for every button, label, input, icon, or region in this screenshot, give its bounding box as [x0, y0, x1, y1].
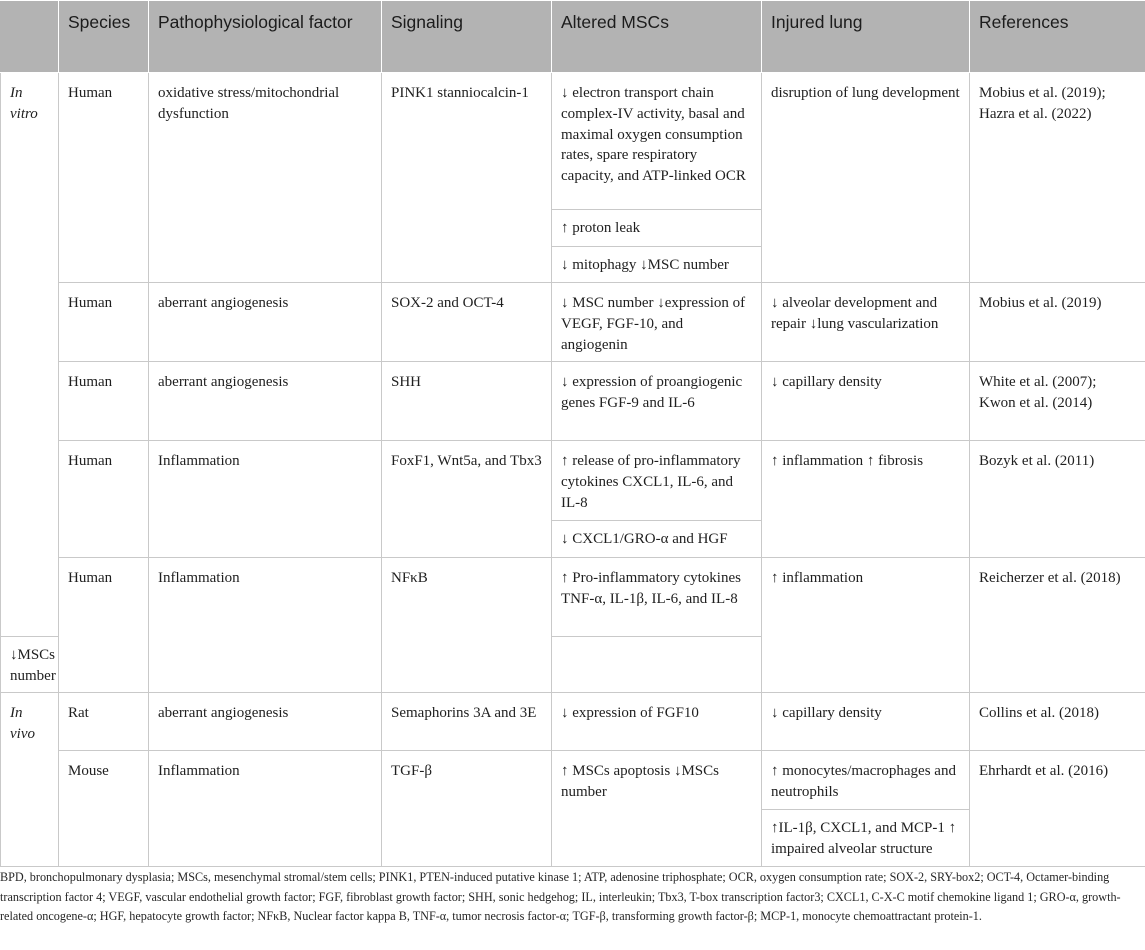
altered-msc-cell: ↑ Pro-inflammatory cytokines TNF-α, IL-1β, IL-6, and IL-8	[552, 557, 762, 636]
references-cell: Reicherzer et al. (2018)	[970, 557, 1145, 693]
species-cell: Human	[59, 283, 149, 362]
factor-cell: Inflammation	[149, 441, 382, 557]
table-row	[1, 362, 1145, 441]
altered-msc-cell: ↓ expression of proangiogenic genes FGF-9 and IL-6	[552, 362, 762, 441]
references-cell: White et al. (2007); Kwon et al. (2014)	[970, 362, 1145, 441]
species-cell: Human	[59, 557, 149, 693]
header-context	[1, 1, 59, 73]
table-footnote: BPD, bronchopulmonary dysplasia; MSCs, mesenchymal stromal/stem cells; PINK1, PTEN-induced putative kinase 1; ATP, adenosine triphosphate; OCR, oxygen consumption rate; SOX-2, SRY-box2; OCT-4, Octamer-binding transcription factor 4; VEGF, vascular endothelial growth factor; FGF, fibroblast growth factor; SHH, sonic hedgehog; IL, interleukin; Tbx3, T-box transcription factor3; CXCL1, C-X-C motif chemokine ligand 1; GRO-α, growth-related oncogene-α; HGF, hepatocyte growth factor; NFκB, Nuclear factor kappa B, TNF-α, tumor necrosis factor-α; TGF-β, transforming growth factor-β; MCP-1, monocyte chemoattractant protein-1.	[0, 870, 1121, 923]
factor-cell: oxidative stress/mitochondrial dysfunction	[149, 73, 382, 283]
header-signaling: Signaling	[382, 1, 552, 73]
signaling-cell: PINK1 stanniocalcin-1	[382, 73, 552, 283]
context-in-vitro: In vitro	[1, 73, 59, 637]
references-cell: Ehrhardt et al. (2016)	[970, 751, 1145, 867]
factor-cell: aberrant angiogenesis	[149, 283, 382, 362]
references-cell: Collins et al. (2018)	[970, 693, 1145, 751]
injured-lung-cell: ↑ inflammation ↑ fibrosis	[762, 441, 970, 557]
altered-msc-cell: ↑ proton leak	[552, 210, 762, 247]
species-cell: Mouse	[59, 751, 149, 867]
header-references: References	[970, 1, 1145, 73]
altered-msc-cell: ↓MSCs number	[1, 636, 59, 693]
species-cell: Rat	[59, 693, 149, 751]
table-row	[1, 441, 1145, 520]
signaling-cell: SHH	[382, 362, 552, 441]
injured-lung-cell: ↑ inflammation	[762, 557, 970, 693]
context-in-vivo: In vivo	[1, 693, 59, 867]
factor-cell: Inflammation	[149, 751, 382, 867]
factor-cell: Inflammation	[149, 557, 382, 693]
table-row	[1, 693, 1145, 751]
altered-msc-cell: ↓ mitophagy ↓MSC number	[552, 247, 762, 283]
injured-lung-cell: ↑IL-1β, CXCL1, and MCP-1 ↑ impaired alveolar structure	[762, 810, 970, 867]
signaling-cell: FoxF1, Wnt5a, and Tbx3	[382, 441, 552, 557]
injured-lung-cell: ↓ alveolar development and repair ↓lung vascularization	[762, 283, 970, 362]
references-cell: Bozyk et al. (2011)	[970, 441, 1145, 557]
altered-msc-cell: ↓ electron transport chain complex-IV activity, basal and maximal oxygen consumption rates, spare respiratory capacity, and ATP-linked OCR	[552, 73, 762, 210]
references-cell: Mobius et al. (2019)	[970, 283, 1145, 362]
table-row	[1, 283, 1145, 362]
table-row	[1, 557, 1145, 636]
species-cell: Human	[59, 73, 149, 283]
signaling-cell: NFκB	[382, 557, 552, 693]
table-row	[1, 751, 1145, 810]
altered-msc-cell: ↑ MSCs apoptosis ↓MSCs number	[552, 751, 762, 867]
injured-lung-cell: ↓ capillary density	[762, 362, 970, 441]
header-altered-mscs: Altered MSCs	[552, 1, 762, 73]
signaling-cell: TGF-β	[382, 751, 552, 867]
factor-cell: aberrant angiogenesis	[149, 693, 382, 751]
species-cell: Human	[59, 362, 149, 441]
injured-lung-cell: ↑ monocytes/macrophages and neutrophils	[762, 751, 970, 810]
signaling-cell: SOX-2 and OCT-4	[382, 283, 552, 362]
factor-cell: aberrant angiogenesis	[149, 362, 382, 441]
species-cell: Human	[59, 441, 149, 557]
altered-msc-cell: ↓ CXCL1/GRO-α and HGF	[552, 520, 762, 557]
altered-msc-cell: ↑ release of pro-inflammatory cytokines CXCL1, IL-6, and IL-8	[552, 441, 762, 520]
table-row	[1, 73, 1145, 210]
signaling-cell: Semaphorins 3A and 3E	[382, 693, 552, 751]
header-injured-lung: Injured lung	[762, 1, 970, 73]
references-cell: Mobius et al. (2019); Hazra et al. (2022)	[970, 73, 1145, 283]
injured-lung-cell: ↓ capillary density	[762, 693, 970, 751]
header-row	[1, 1, 1145, 73]
altered-msc-cell: ↓ expression of FGF10	[552, 693, 762, 751]
header-species: Species	[59, 1, 149, 73]
injured-lung-cell: disruption of lung development	[762, 73, 970, 283]
header-factor: Pathophysiological factor	[149, 1, 382, 73]
altered-msc-cell: ↓ MSC number ↓expression of VEGF, FGF-10, and angiogenin	[552, 283, 762, 362]
